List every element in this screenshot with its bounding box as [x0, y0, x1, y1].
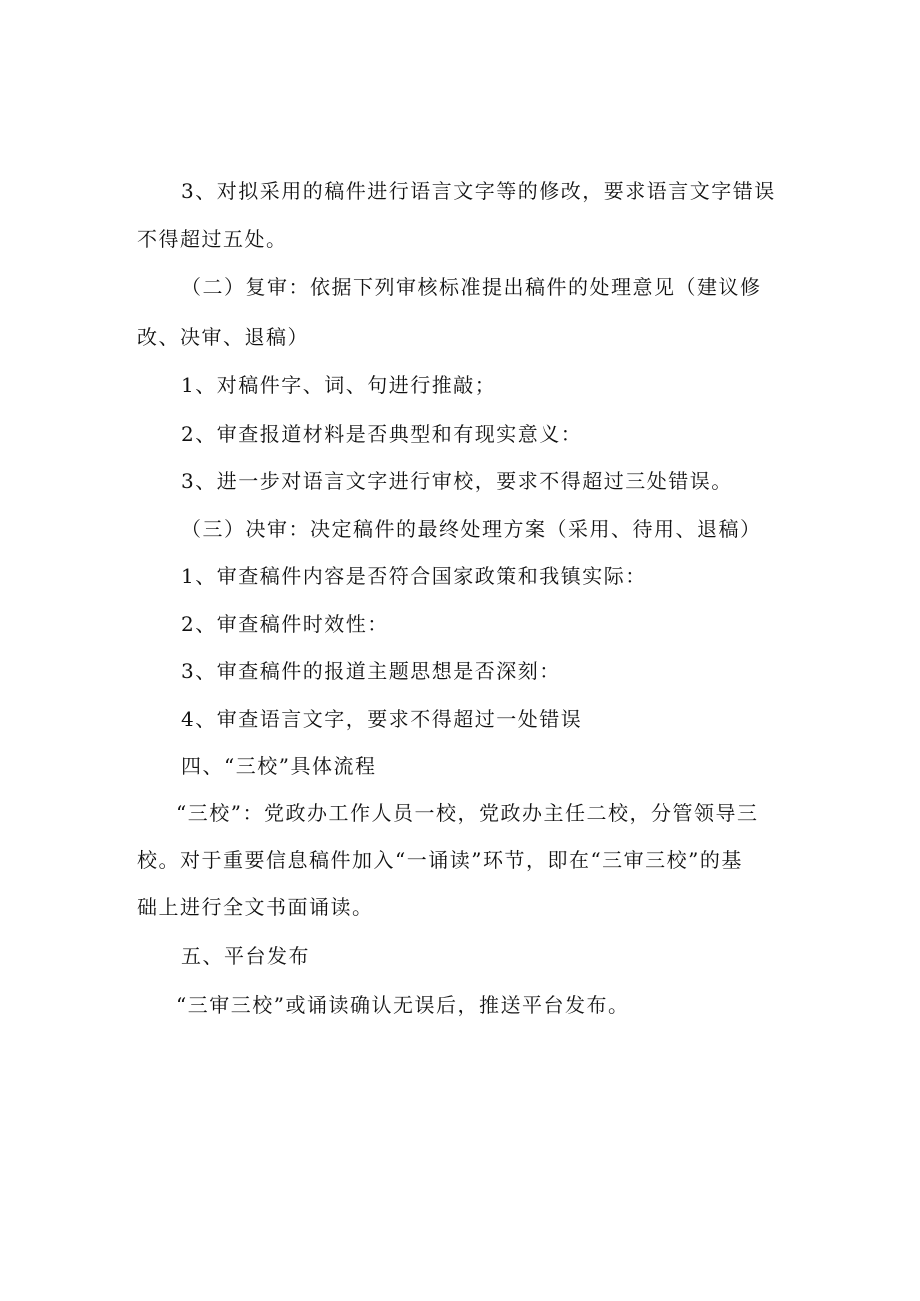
- paragraph-line: 改、决审、退稿）: [137, 325, 309, 349]
- paragraph-line: 不得超过五处。: [137, 227, 288, 251]
- paragraph-line: 础上进行全文书面诵读。: [137, 895, 374, 919]
- list-item: 2、审查稿件时效性：: [181, 612, 389, 636]
- paragraph-line: 3、对拟采用的稿件进行语言文字等的修改，要求语言文字错误: [181, 179, 776, 203]
- list-item: 3、审查稿件的报道主题思想是否深刻：: [181, 659, 561, 683]
- section-heading-proofreading: 四、“三校”具体流程: [181, 754, 377, 778]
- list-item: 1、审查稿件内容是否符合国家政策和我镇实际：: [181, 564, 647, 588]
- paragraph-line: “三校”：党政办工作人员一校，党政办主任二校，分管领导三: [176, 801, 759, 825]
- section-heading-publish: 五、平台发布: [181, 944, 310, 968]
- paragraph-line: 校。对于重要信息稿件加入“一诵读”环节，即在“三审三校”的基: [137, 848, 743, 872]
- list-item: 3、进一步对语言文字进行审校，要求不得超过三处错误。: [181, 469, 733, 493]
- list-item: 1、对稿件字、词、句进行推敲；: [181, 373, 497, 397]
- paragraph-line: “三审三校”或诵读确认无误后，推送平台发布。: [176, 993, 630, 1017]
- section-heading-final-review: （三）决审：决定稿件的最终处理方案（采用、待用、退稿）: [181, 517, 762, 541]
- list-item: 2、审查报道材料是否典型和有现实意义：: [181, 422, 583, 446]
- section-heading-review: （二）复审：依据下列审核标准提出稿件的处理意见（建议修: [181, 275, 762, 299]
- list-item: 4、审查语言文字，要求不得超过一处错误: [181, 707, 583, 731]
